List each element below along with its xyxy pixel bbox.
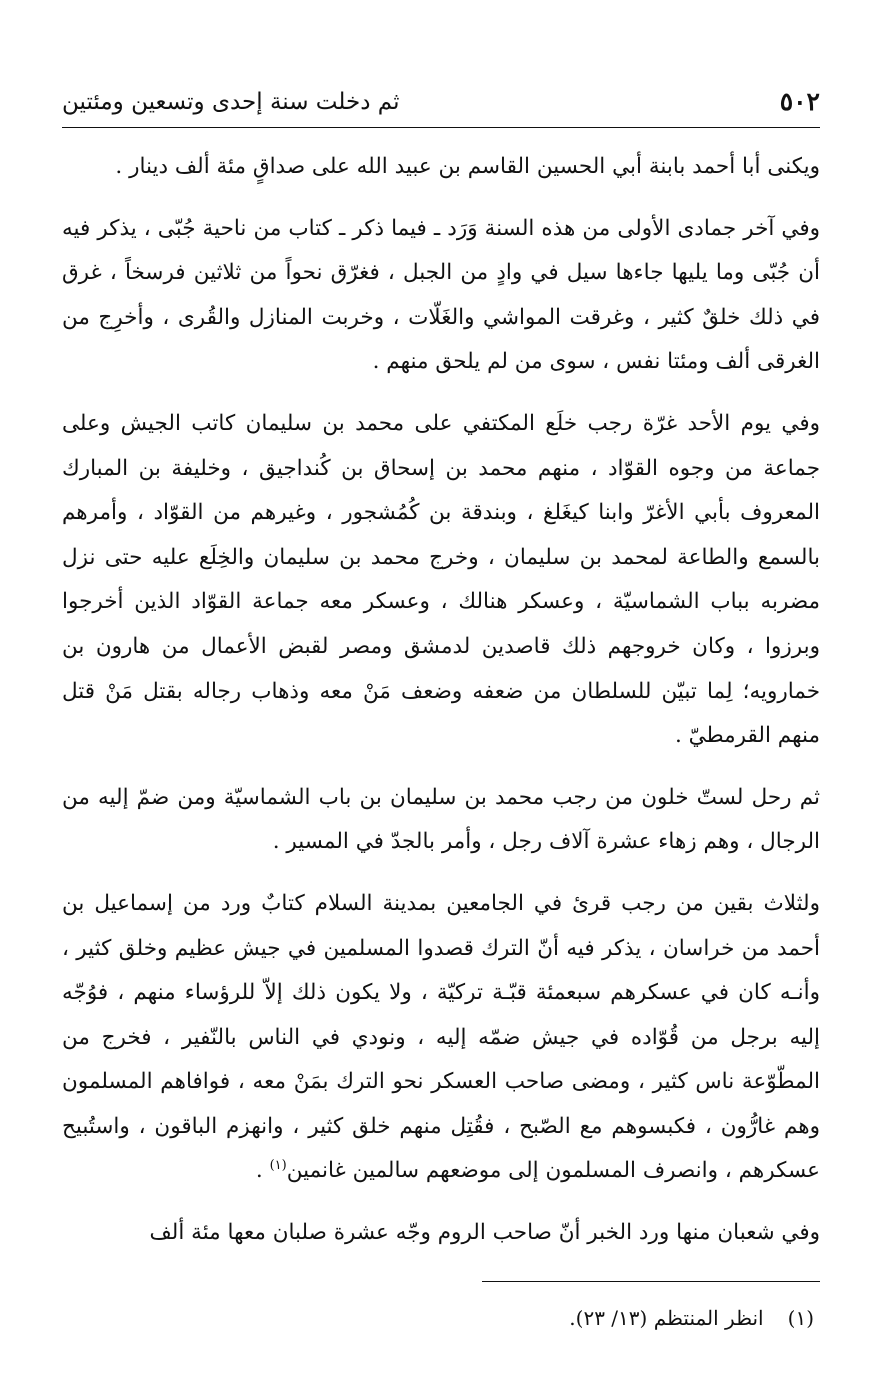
header-rule [62, 127, 820, 128]
footnote-number: (١) [787, 1306, 814, 1330]
paragraph-gap [62, 1194, 820, 1211]
footnote-marker[interactable]: (١) [269, 1158, 287, 1174]
paragraph-gap [62, 865, 820, 882]
paragraph-5-end: . [255, 1158, 270, 1184]
paragraph-gap [62, 385, 820, 402]
running-title: ثم دخلت سنة إحدى وتسعين ومئتين [62, 89, 400, 115]
paragraph-6: وفي شعبان منها ورد الخبر أنّ صاحب الروم وجّه عشرة صلبان معها مئة ألف [149, 1220, 820, 1246]
paragraph-gap [62, 759, 820, 776]
paragraph-5 [62, 882, 820, 1194]
paragraph-4: ثم رحل لستّ خلون من رجب محمد بن سليمان بن باب الشماسيّة ومن ضمّ إليه من الرجال ، وهم زهاء عشرة آلاف رجل ، وأمر بالجدّ في المسير . [62, 784, 820, 855]
paragraph-gap [62, 190, 820, 207]
footnote-rule [482, 1281, 820, 1282]
paragraph-3: وفي يوم الأحد غرّة رجب خلَع المكتفي على محمد بن سليمان كاتب الجيش وعلى جماعة من وجوه القوّاد ، منهم محمد بن إسحاق بن كُنداجيق ، وخليفة بن المبارك المعروف بأبي الأغرّ وابنا كيغَلغ ، وبندقة بن كُمُشجور ، وغيرهم من القوّاد ، وأمرهم بالسمع والطاعة لمحمد بن سليمان ، وخرج محمد بن سليمان والخِلَع عليه حتى نزل مضربه بباب الشماسيّة ، وعسكر هنالك ، وعسكر معه جماعة القوّاد الذين أخرجوا وبرزوا ، وكان خروجهم ذلك قاصدين لدمشق ومصر لقبض الأعمال من هارون بن خمارويه؛ لِما تبيّن للسلطان من ضعفه وضعف مَنْ معه وذهاب رجاله بقتل مَنْ قتل منهم القرمطيّ . [62, 410, 820, 749]
footnote-text: انظر المنتظم (١٣/ ٢٣). [569, 1306, 764, 1330]
paragraph-5-text: ولثلاث بقين من رجب قرئ في الجامعين بمدينة السلام كتابٌ ورد من إسماعيل بن أحمد من خراسان ، يذكر فيه أنّ الترك قصدوا المسلمين في جيش عظيم وخلق كثير ، وأنـه كان في عسكرهم سبعمئة قبّـة تركيّة ، ولا يكون ذلك إلاّ للرؤساء منهم ، فوُجّه إليه برجل من قُوّاده في جيش ضمّه إليه ، ونودي في الناس بالنّفير ، فخرج من المطّوّعة ناس كثير ، ومضى صاحب العسكر نحو الترك بمَنْ معه ، فوافاهم المسلمون وهم غارُّون ، فكبسوهم مع الصّبح ، فقُتِل منهم خلق كثير ، وانهزم الباقون ، واستُبيح عسكرهم ، وانصرف المسلمون إلى موضعهم سالمين غانمين [62, 890, 820, 1184]
running-header [62, 82, 820, 122]
footnote [62, 1302, 814, 1334]
paragraph-1: ويكنى أبا أحمد بابنة أبي الحسين القاسم بن عبيد الله على صداقٍ مئة ألف دينار . [115, 154, 820, 179]
paragraph-2: وفي آخر جمادى الأولى من هذه السنة وَرَد ـ فيما ذكر ـ كتاب من ناحية جُبّى ، يذكر فيه أن جُبّى وما يليها جاءها سيل في وادٍ من الجبل ، فغرّق نحواً من ثلاثين فرسخاً ، غرق في ذلك خلقٌ كثير ، وغرقت المواشي والغَلّات ، وخربت المنازل والقُرى ، وأخرِج من الغرقى ألف ومئتا نفس ، سوى من لم يلحق منهم . [62, 215, 820, 375]
main-text [62, 145, 820, 1256]
page-number: ٥٠٢ [779, 87, 820, 116]
